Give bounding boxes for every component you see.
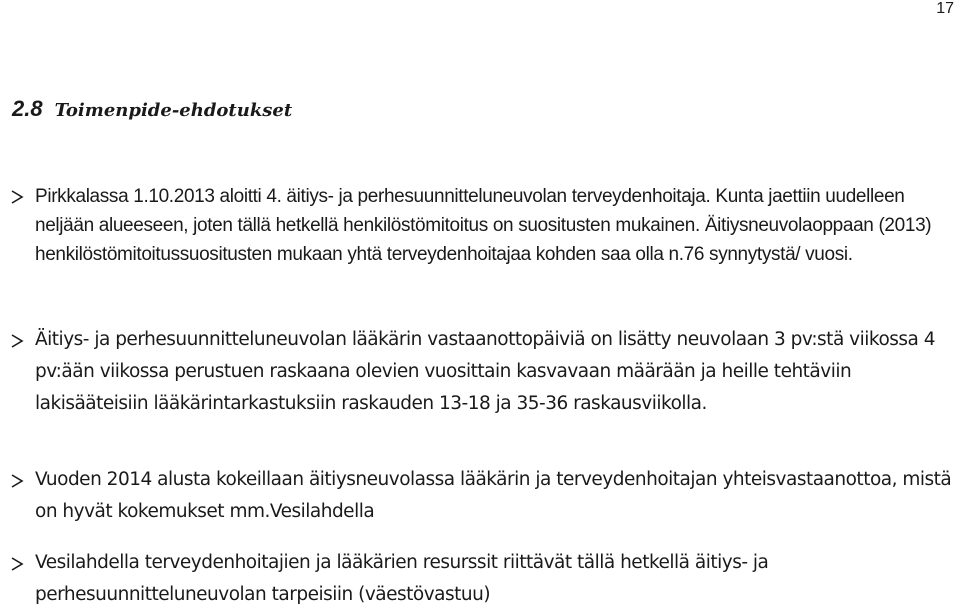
- section-title: Toimenpide-ehdotukset: [54, 100, 293, 121]
- arrow-bullet-icon: [10, 182, 24, 212]
- bullet-item: [10, 464, 960, 528]
- arrow-bullet-icon: [10, 326, 24, 356]
- bullet-item: [10, 547, 960, 611]
- section-heading: [12, 96, 292, 122]
- bullet-item: [10, 182, 960, 269]
- arrow-bullet-icon: [10, 549, 24, 579]
- bullet-text: Vuoden 2014 alusta kokeillaan äitiysneuvolassa lääkärin ja terveydenhoitajan yhteisvastaanottoa, mistä on hyvät kokemukset mm.Vesilahdella: [35, 469, 952, 522]
- section-number: 2.8: [12, 96, 43, 121]
- arrow-bullet-icon: [10, 466, 24, 496]
- bullet-text: Vesilahdella terveydenhoitajien ja lääkärien resurssit riittävät tällä hetkellä äitiys- ja perhesuunnitteluneuvolan tarpeisiin (väestövastuu): [35, 552, 769, 605]
- bullet-text: Äitiys- ja perhesuunnitteluneuvolan lääkärin vastaanottopäiviä on lisätty neuvolaan 3 pv:stä viikossa 4 pv:ään viikossa perustuen raskaana olevien vuosittain kasvavaan määrään ja heille tehtäviin lakisääteisiin lääkärintarkastuksiin raskauden 13-18 ja 35-36 raskausviikolla.: [35, 329, 936, 414]
- page-number: 17: [936, 0, 954, 17]
- bullet-item: [10, 324, 960, 420]
- bullet-text: Pirkkalassa 1.10.2013 aloitti 4. äitiys- ja perhesuunnitteluneuvolan terveydenhoitaja. Kunta jaettiin uudelleen neljään alueeseen, joten tällä hetkellä henkilöstömitoitus on suositusten mukainen. Äitiysneuvolaoppaan (2013) henkilöstömitoitussuositusten mukaan yhtä terveydenhoitajaa kohden saa olla n.76 synnytystä/ vuosi.: [35, 186, 932, 265]
